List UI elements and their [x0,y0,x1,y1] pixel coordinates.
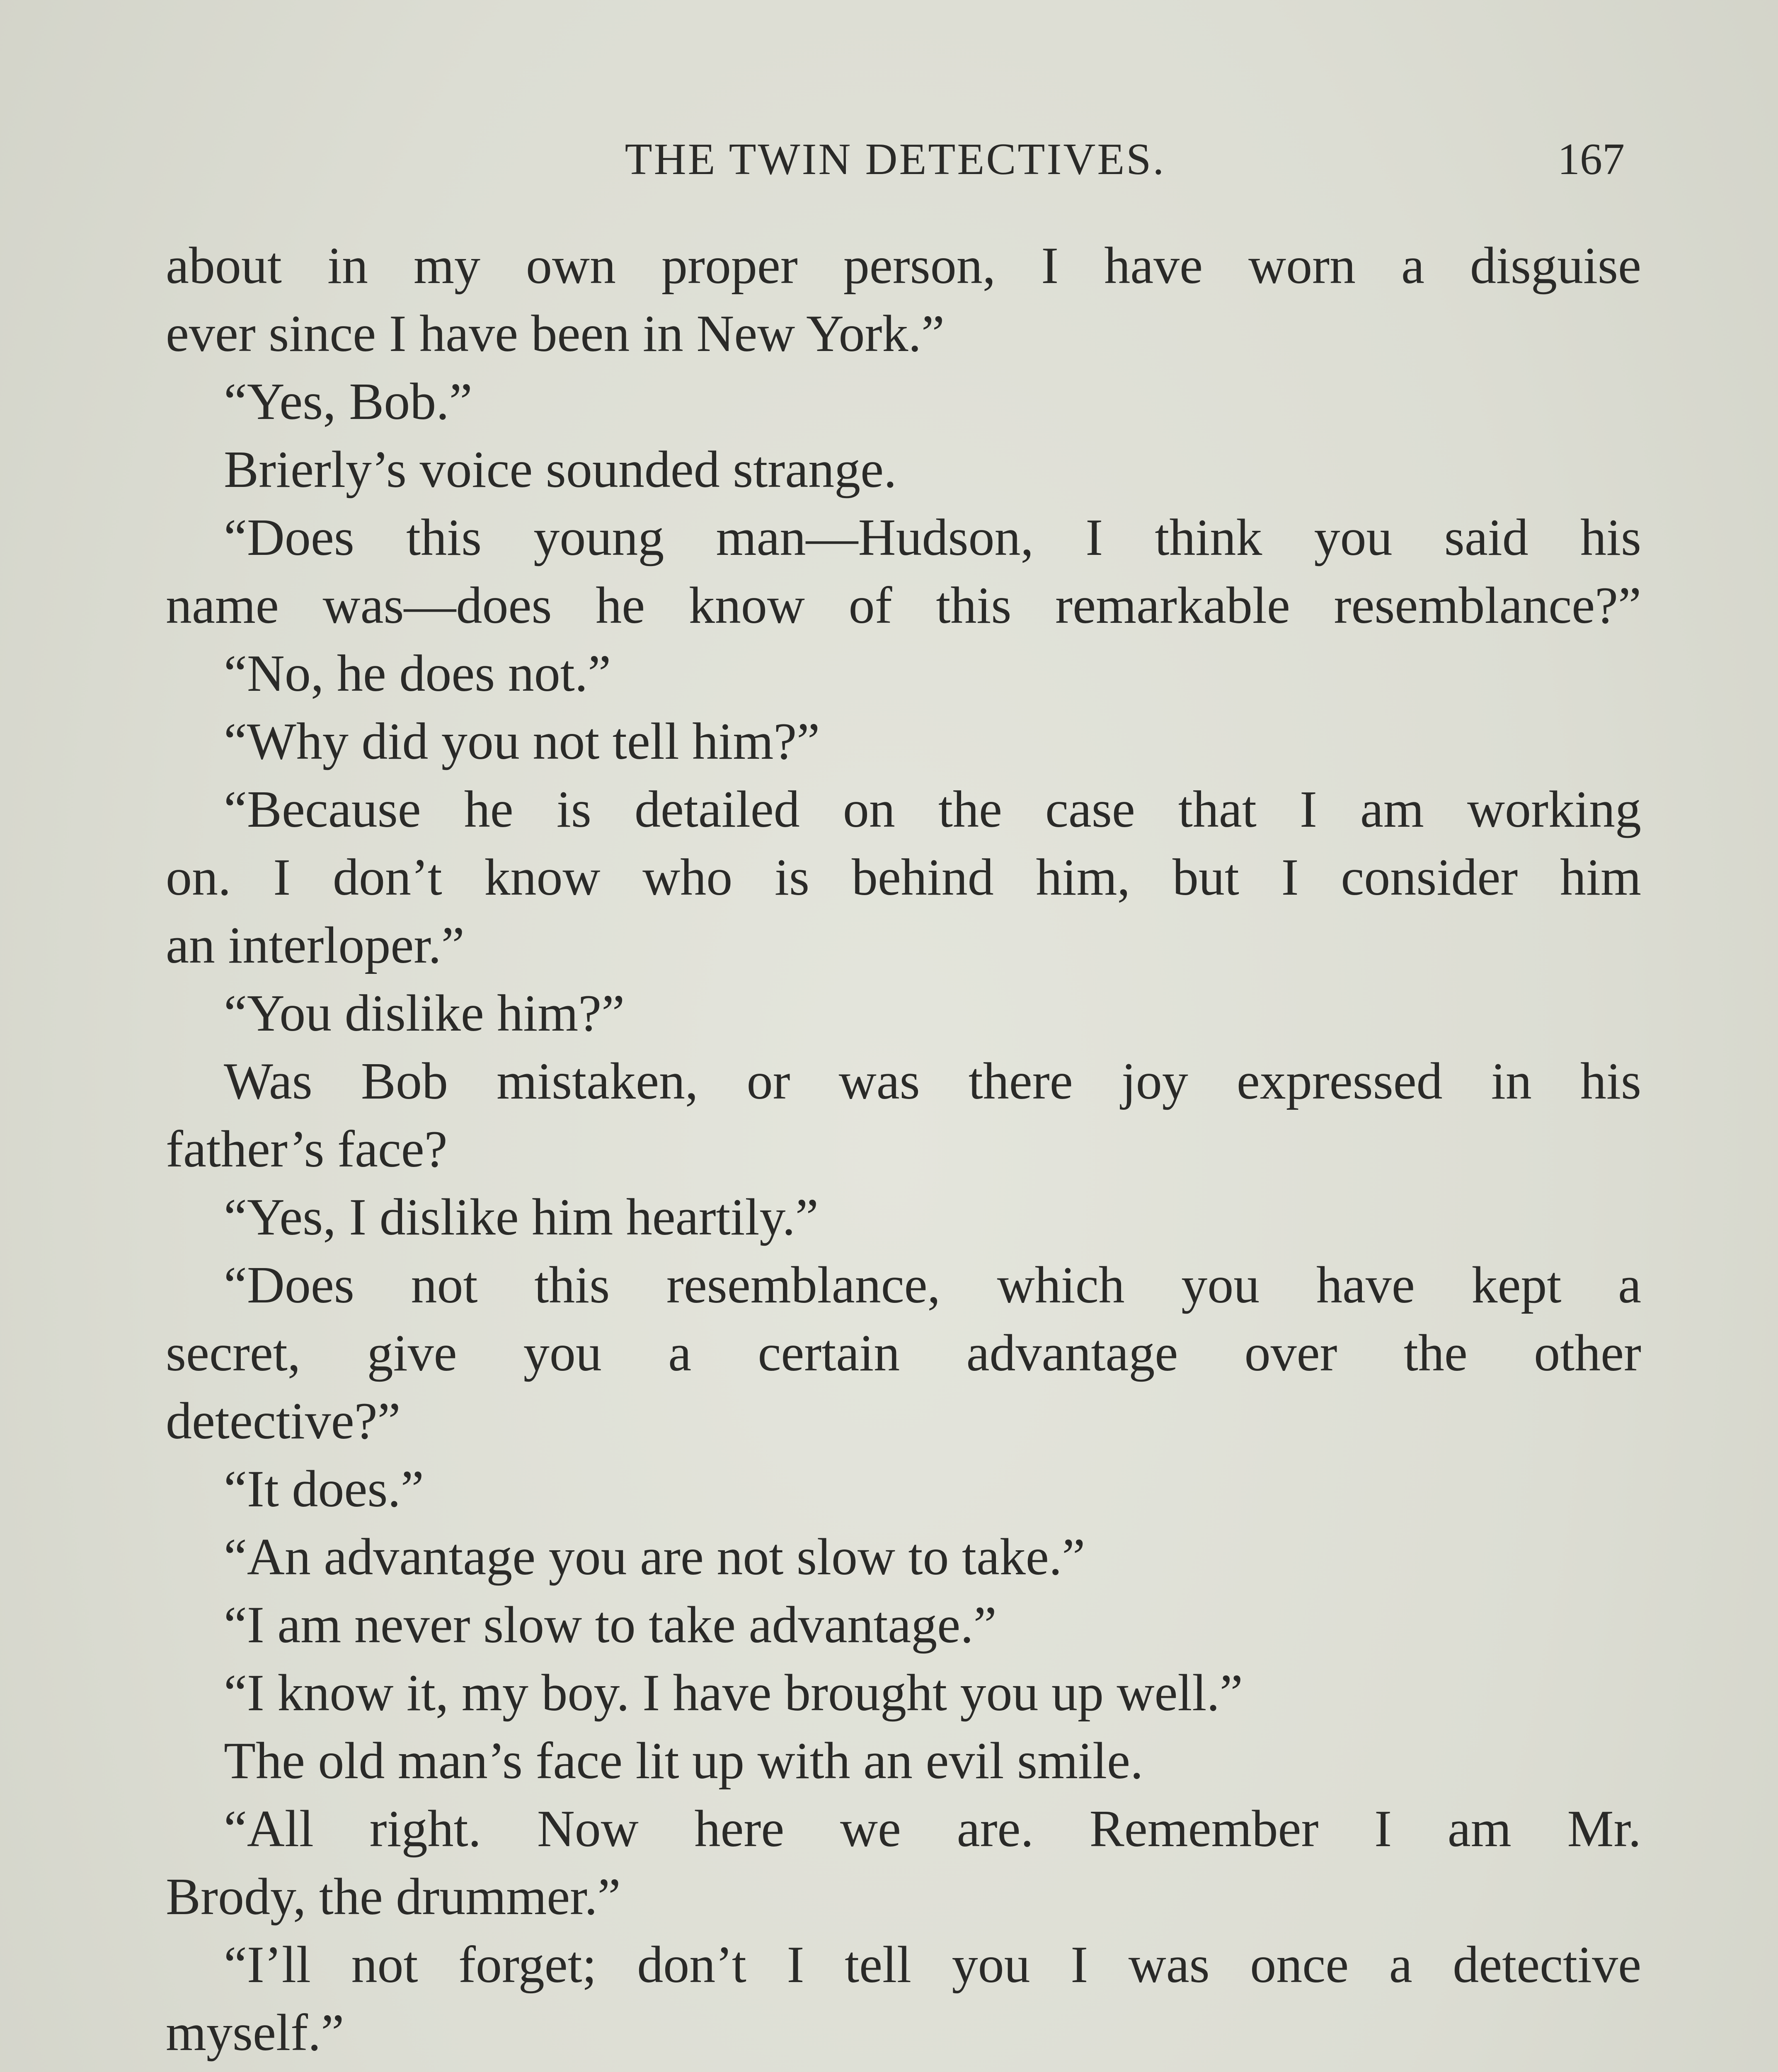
text-line: detective?” [166,1392,401,1450]
text-line: “All right. Now here we are. Remember I am Mr. [224,1800,1641,1858]
text-line: “Does not this resemblance, which you have kept a [224,1256,1641,1314]
text-line: name was—does he know of this remarkable resemblance?” [166,577,1641,634]
text-line: Brody, the drummer.” [166,1868,621,1926]
text-line: “Yes, Bob.” [224,373,472,431]
text-line: “You dislike him?” [224,985,625,1042]
text-line: The old man’s face lit up with an evil smile. [224,1732,1143,1790]
text-line: “Because he is detailed on the case that I am working [224,781,1641,838]
text-line: “An advantage you are not slow to take.” [224,1528,1085,1586]
text-line: Was Bob mistaken, or was there joy expressed in his [224,1053,1641,1110]
text-line: secret, give you a certain advantage over the other [166,1324,1641,1382]
text-line: myself.” [166,2004,344,2062]
text-line: “I am never slow to take advantage.” [224,1596,997,1654]
text-line: “It does.” [224,1460,424,1518]
text-line: “Why did you not tell him?” [224,713,820,770]
text-line: “No, he does not.” [224,645,611,702]
text-line: on. I don’t know who is behind him, but I consider him [166,849,1641,906]
text-line: “Does this young man—Hudson, I think you said his [224,509,1641,566]
text-line: an interloper.” [166,917,465,974]
text-line: father’s face? [166,1121,448,1178]
text-line: “I’ll not forget; don’t I tell you I was once a detective [224,1936,1641,1994]
text-line: about in my own proper person, I have worn a disguise [166,237,1641,295]
text-line: ever since I have been in New York.” [166,305,945,363]
text-line: Brierly’s voice sounded strange. [224,441,897,499]
body-text [166,232,1641,2072]
page-header [166,124,1625,195]
text-line: “Yes, I dislike him heartily.” [224,1188,819,1246]
text-line [166,2067,1641,2072]
running-head: THE TWIN DETECTIVES. [625,135,1166,184]
text-line: “I know it, my boy. I have brought you up well.” [224,1664,1243,1722]
page-number: 167 [1558,135,1625,184]
